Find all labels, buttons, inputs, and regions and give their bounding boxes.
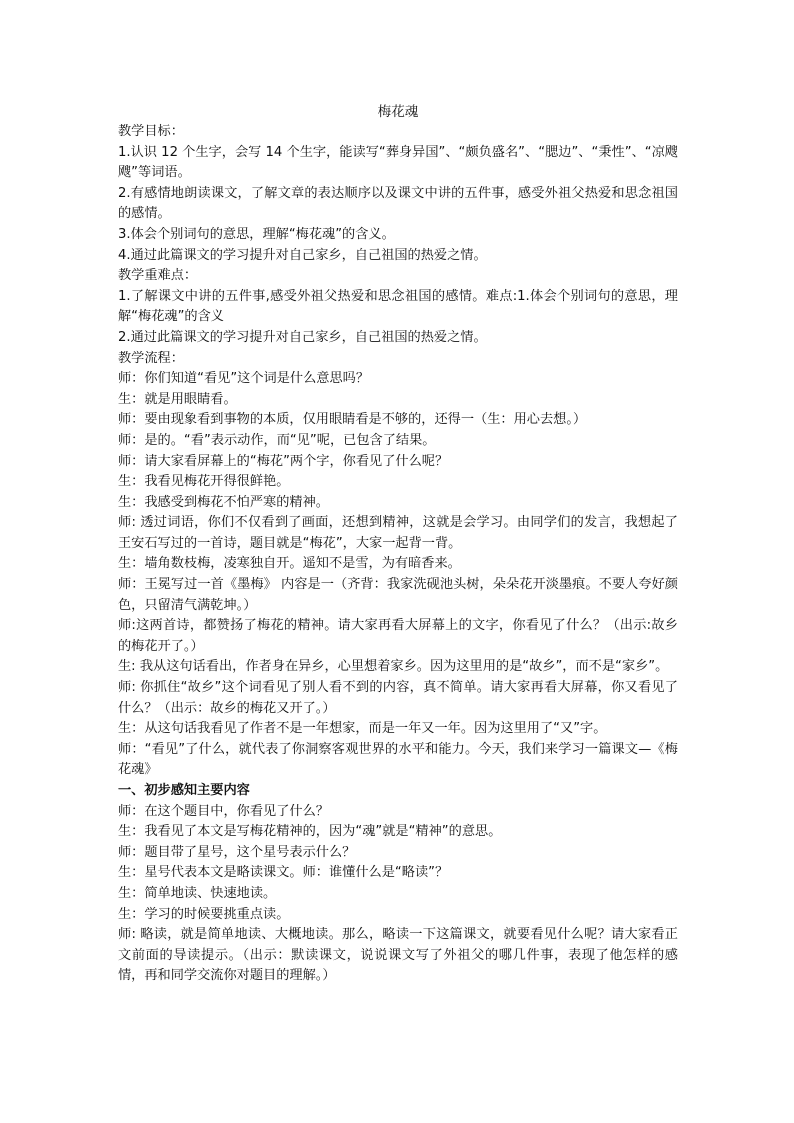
paragraph: 生：我看见了本文是写梅花精神的，因为“魂”就是“精神”的意思。 [118, 824, 502, 840]
paragraph: 1.认识 12 个生字，会写 14 个生字，能读写“葬身异国”、“颇负盛名”、“腮边”、“秉性”、“凉飕飕”等词语。 [118, 144, 678, 181]
paragraph: 生：星号代表本文是略读课文。师：谁懂什么是“略读”？ [118, 865, 449, 881]
paragraph: 师：请大家看屏幕上的“梅花”两个字，你看见了什么呢？ [118, 453, 449, 469]
paragraph: 师：王冕写过一首《墨梅》 内容是一（齐背：我家洗砚池头树，朵朵花开淡墨痕。不要人夸好颜色，只留清气满乾坤。） [118, 577, 678, 613]
paragraph: 师: 透过词语，你们不仅看到了画面，还想到精神，这就是会学习。由同学们的发言，我想起了王安石写过的一首诗，题目就是“梅花”，大家一起背一背。 [118, 515, 678, 551]
paragraph: 师：题目带了星号，这个星号表示什么？ [118, 844, 356, 860]
paragraph: 生: 我从这句话看出，作者身在异乡，心里想着家乡。因为这里用的是“故乡”，而不是“家乡”。 [118, 659, 669, 675]
paragraph: 2.通过此篇课文的学习提升对自己家乡，自己祖国的热爱之情。 [118, 329, 487, 345]
paragraph: 师: 略读，就是简单地读、大概地读。那么，略读一下这篇课文，就要看见什么呢？请大家看正文前面的导读提示。（出示：默读课文，说说课文写了外祖父的哪几件事，表现了他怎样的感情，再和同学交流你对题目的理解。） [118, 927, 678, 984]
paragraph: 教学目标： [118, 124, 184, 139]
paragraph: 4.通过此篇课文的学习提升对自己家乡，自己祖国的热爱之情。 [118, 247, 487, 263]
paragraph: 生：从这句话我看见了作者不是一年想家，而是一年又一年。因为这里用了“又”字。 [118, 721, 607, 737]
paragraph: 生：我看见梅花开得很鲜艳。 [118, 474, 290, 490]
paragraph: 教学流程： [118, 350, 184, 366]
paragraph: 生：学习的时候要挑重点读。 [118, 906, 290, 922]
paragraph: 师：在这个题目中，你看见了什么？ [118, 803, 329, 819]
paragraph: 生：就是用眼睛看。 [118, 391, 237, 407]
document-body [118, 122, 678, 987]
paragraph: 师: 你抓住“故乡”这个词看见了别人看不到的内容，真不简单。请大家再看大屏幕，你又看见了什么？（出示：故乡的梅花又开了。） [118, 680, 678, 716]
paragraph: 教学重难点： [118, 268, 198, 284]
paragraph: 师：“看见”了什么，就代表了你洞察客观世界的水平和能力。今天，我们来学习一篇课文—《梅花魂》 [118, 741, 678, 778]
document-title: 梅花魂 [377, 104, 419, 120]
paragraph: 师：要由现象看到事物的本质，仅用眼睛看是不够的，还得一（生：用心去想。） [118, 412, 587, 428]
document-page [118, 102, 678, 987]
paragraph: 师：是的。“看”表示动作，而“见”呢，已包含了结果。 [118, 432, 436, 448]
paragraph: 2.有感情地朗读课文，了解文章的表达顺序以及课文中讲的五件事，感受外祖父热爱和思念祖国的感情。 [118, 185, 678, 222]
paragraph: 师:这两首诗，都赞扬了梅花的精神。请大家再看大屏幕上的文字，你看见了什么？（出示:故乡的梅花开了。） [118, 618, 678, 654]
paragraph: 生：简单地读、快速地读。 [118, 885, 277, 901]
paragraph: 生：墙角数枝梅，凌寒独自开。遥知不是雪，为有暗香来。 [118, 556, 461, 572]
paragraph: 1.了解课文中讲的五件事,感受外祖父热爱和思念祖国的感情。难点:1.体会个别词句的意思，理解“梅花魂”的含义 [118, 288, 678, 325]
paragraph: 3.体会个别词句的意思，理解“梅花魂”的含义。 [118, 226, 395, 242]
section-heading: 一、初步感知主要内容 [118, 783, 250, 798]
paragraph: 生：我感受到梅花不怕严寒的精神。 [118, 494, 329, 510]
paragraph: 师：你们知道“看见”这个词是什么意思吗？ [118, 371, 370, 387]
